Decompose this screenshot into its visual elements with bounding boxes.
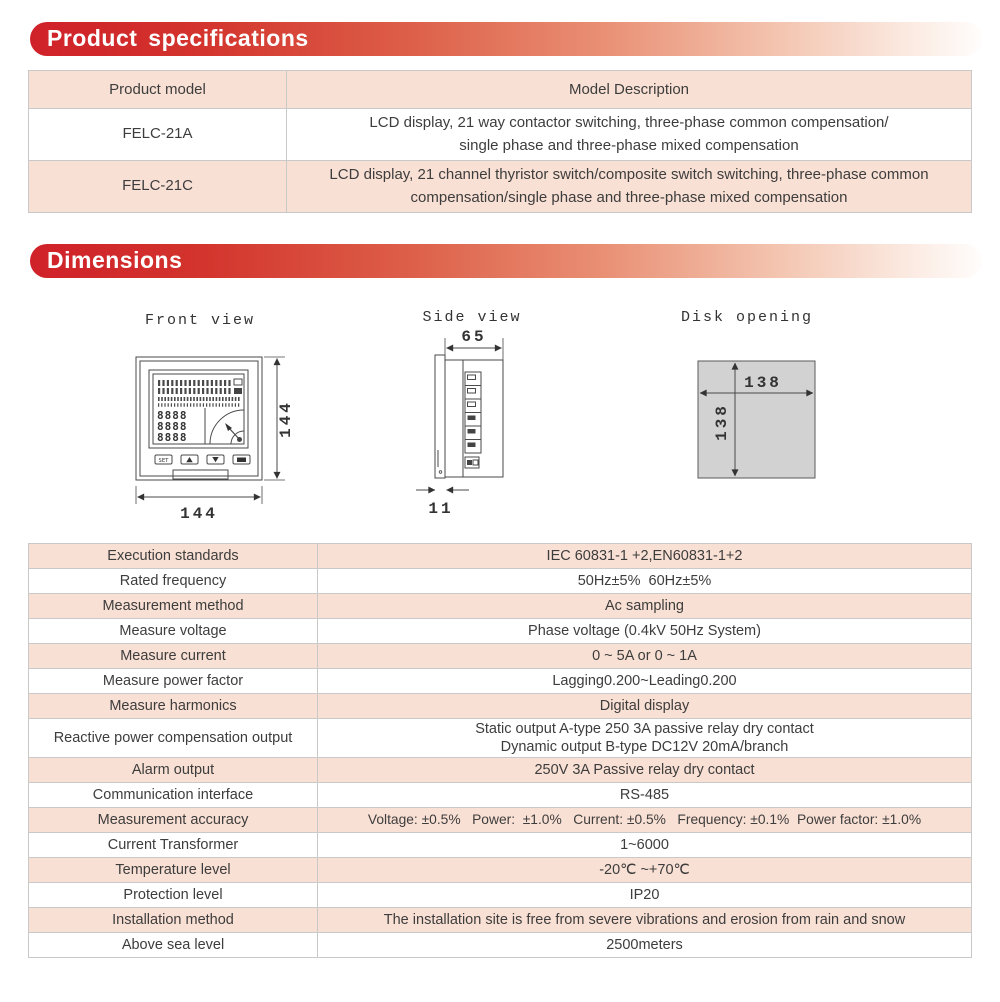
spec-label: Above sea level bbox=[29, 933, 318, 958]
spec-row bbox=[29, 569, 972, 594]
table-row bbox=[29, 109, 972, 161]
spec-label: Measure current bbox=[29, 644, 318, 669]
spec-label: Temperature level bbox=[29, 858, 318, 883]
drawings-canvas bbox=[28, 300, 972, 535]
spec-label: Reactive power compensation output bbox=[29, 719, 318, 758]
product-model-cell: FELC-21C bbox=[29, 161, 287, 213]
spec-label: Rated frequency bbox=[29, 569, 318, 594]
specification-table bbox=[28, 543, 972, 958]
section-header-product-specifications bbox=[30, 22, 982, 56]
spec-label: Execution standards bbox=[29, 544, 318, 569]
front-view-label: Front view bbox=[144, 312, 256, 329]
spec-label: Measurement method bbox=[29, 594, 318, 619]
lcd-digit-row: 8888 bbox=[157, 409, 188, 422]
spec-value: IEC 60831-1 +2,EN60831-1+2 bbox=[318, 544, 972, 569]
table-header-row bbox=[29, 71, 972, 109]
table-row bbox=[29, 161, 972, 213]
model-description-cell: LCD display, 21 channel thyristor switch/composite switch switching, three-phase common compensation/single phase and three-phase mixed compensation bbox=[287, 161, 972, 213]
spec-label: Measure power factor bbox=[29, 669, 318, 694]
spec-value: Static output A-type 250 3A passive relay dry contact Dynamic output B-type DC12V 20mA/branch bbox=[318, 719, 972, 758]
set-button-label: SET bbox=[158, 457, 169, 464]
section-title: Dimensions bbox=[47, 247, 183, 273]
col-header-product-model: Product model bbox=[29, 71, 287, 109]
spec-row bbox=[29, 883, 972, 908]
spec-row bbox=[29, 758, 972, 783]
spec-row bbox=[29, 719, 972, 758]
spec-value: The installation site is free from severe vibrations and erosion from rain and snow bbox=[318, 908, 972, 933]
enter-icon bbox=[237, 458, 246, 463]
spec-label: Measurement accuracy bbox=[29, 808, 318, 833]
spec-row bbox=[29, 808, 972, 833]
spec-value: Lagging0.200~Leading0.200 bbox=[318, 669, 972, 694]
product-model-table bbox=[28, 70, 972, 213]
spec-value: 250V 3A Passive relay dry contact bbox=[318, 758, 972, 783]
spec-row bbox=[29, 694, 972, 719]
spec-value: Digital display bbox=[318, 694, 972, 719]
spec-row bbox=[29, 644, 972, 669]
spec-label: Installation method bbox=[29, 908, 318, 933]
section-header-dimensions bbox=[30, 244, 982, 278]
disk-width-dimension: 138 bbox=[744, 374, 782, 392]
front-width-dimension: 144 bbox=[180, 505, 218, 523]
front-view-drawing bbox=[136, 312, 295, 523]
down-arrow-icon bbox=[212, 457, 218, 462]
spec-value: Ac sampling bbox=[318, 594, 972, 619]
spec-label: Current Transformer bbox=[29, 833, 318, 858]
side-flange-dimension: 11 bbox=[428, 500, 454, 518]
disk-opening-drawing bbox=[681, 309, 815, 478]
spec-label: Communication interface bbox=[29, 783, 318, 808]
spec-value: 50Hz±5% 60Hz±5% bbox=[318, 569, 972, 594]
sun-icon bbox=[237, 437, 242, 442]
lcd-digit-row: 8888 bbox=[157, 431, 188, 444]
spec-value: Voltage: ±0.5% Power: ±1.0% Current: ±0.5% Frequency: ±0.1% Power factor: ±1.0% bbox=[318, 808, 972, 833]
spec-value: 0 ~ 5A or 0 ~ 1A bbox=[318, 644, 972, 669]
spec-row bbox=[29, 833, 972, 858]
spec-row bbox=[29, 933, 972, 958]
spec-row bbox=[29, 544, 972, 569]
spec-label: Measure voltage bbox=[29, 619, 318, 644]
spec-row bbox=[29, 783, 972, 808]
lcd-digit-row: 8888 bbox=[157, 420, 188, 433]
spec-label: Measure harmonics bbox=[29, 694, 318, 719]
disk-opening-label: Disk opening bbox=[680, 309, 814, 326]
model-description-cell: LCD display, 21 way contactor switching, three-phase common compensation/ single phase and three-phase mixed compensation bbox=[287, 109, 972, 161]
side-view-label: Side view bbox=[422, 309, 522, 326]
section-title: Product specifications bbox=[47, 25, 309, 51]
product-model-cell: FELC-21A bbox=[29, 109, 287, 161]
spec-label: Alarm output bbox=[29, 758, 318, 783]
spec-row bbox=[29, 669, 972, 694]
spec-row bbox=[29, 594, 972, 619]
dimension-drawings bbox=[28, 300, 972, 535]
front-height-dimension: 144 bbox=[277, 400, 295, 438]
up-arrow-icon bbox=[186, 457, 192, 462]
spec-value: 1~6000 bbox=[318, 833, 972, 858]
spec-value: Phase voltage (0.4kV 50Hz System) bbox=[318, 619, 972, 644]
spec-value: 2500meters bbox=[318, 933, 972, 958]
side-view-drawing bbox=[416, 309, 522, 518]
spec-value: IP20 bbox=[318, 883, 972, 908]
spec-row bbox=[29, 619, 972, 644]
spec-label: Protection level bbox=[29, 883, 318, 908]
side-depth-dimension: 65 bbox=[461, 328, 487, 346]
spec-row bbox=[29, 908, 972, 933]
spec-value: -20℃ ~+70℃ bbox=[318, 858, 972, 883]
spec-row bbox=[29, 858, 972, 883]
disk-height-dimension: 138 bbox=[713, 403, 731, 441]
spec-value: RS-485 bbox=[318, 783, 972, 808]
col-header-model-description: Model Description bbox=[287, 71, 972, 109]
